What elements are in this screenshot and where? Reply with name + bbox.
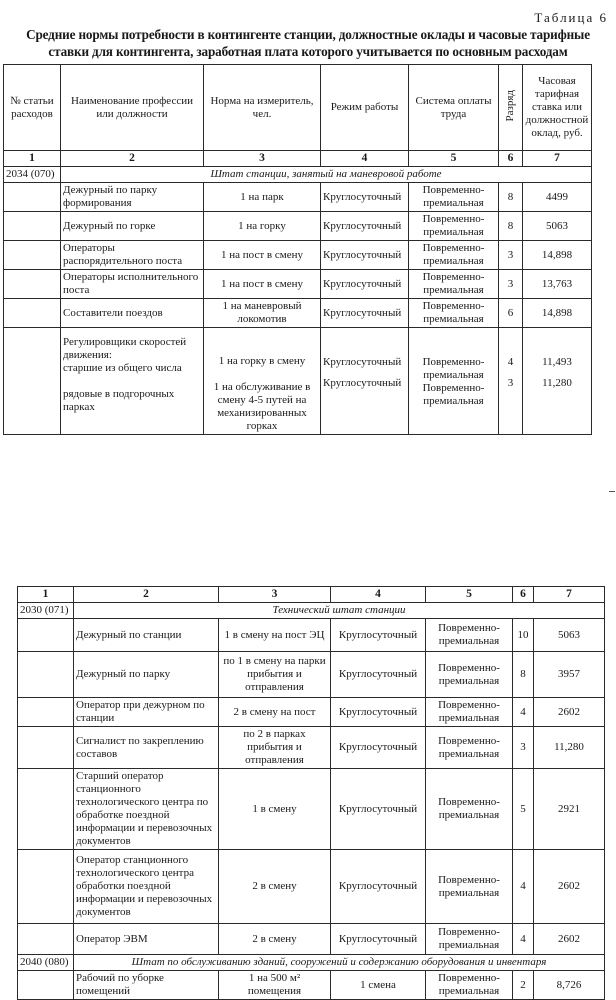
column-number: 3 bbox=[204, 151, 321, 167]
table-row bbox=[18, 652, 605, 698]
article-cell bbox=[4, 212, 61, 241]
section-title: Штат станции, занятый на маневровой работе bbox=[61, 167, 592, 183]
pay-cell: Повременно-премиальная bbox=[409, 299, 499, 328]
mode-cell: Круглосуточный bbox=[331, 698, 426, 727]
norm-cell: 1 в смену bbox=[219, 769, 331, 850]
rate-cell bbox=[523, 328, 592, 435]
mode-cell: Круглосуточный bbox=[321, 270, 409, 299]
section-code: 2030 (071) bbox=[18, 603, 74, 619]
profession-cell: Оператор станционного технологического центра обработки поездной информации и перевозочных документов bbox=[74, 850, 219, 924]
mode-cell bbox=[321, 328, 409, 435]
grade-regular: 3 bbox=[507, 377, 514, 389]
margin-mark bbox=[609, 491, 615, 492]
rate-regular: 11,280 bbox=[542, 377, 572, 389]
profession-cell: Составители поездов bbox=[61, 299, 204, 328]
header-norm: Норма на измеритель, чел. bbox=[204, 65, 321, 151]
rate-cell: 14,898 bbox=[523, 241, 592, 270]
profession-cell: Операторы распорядительного поста bbox=[61, 241, 204, 270]
pay-cell: Повременно-премиальная bbox=[409, 212, 499, 241]
norm-cell: 2 в смену bbox=[219, 850, 331, 924]
title-line-2: ставки для контингента, заработная плата которого учитывается по основным расходам bbox=[48, 44, 568, 59]
table-row bbox=[18, 619, 605, 652]
profession-cell: Старший оператор станционного технологического центра по обработке поездной информации и перевозочных документов bbox=[74, 769, 219, 850]
article-cell bbox=[18, 850, 74, 924]
rate-cell: 2602 bbox=[534, 698, 605, 727]
grade-cell: 8 bbox=[499, 212, 523, 241]
grade-cell: 2 bbox=[513, 971, 534, 1000]
norm-cell bbox=[204, 328, 321, 435]
column-number: 2 bbox=[74, 587, 219, 603]
profession-cell bbox=[61, 328, 204, 435]
article-cell bbox=[18, 924, 74, 955]
profession-cell: Рабочий по уборке помещений bbox=[74, 971, 219, 1000]
norm-cell: по 2 в парках прибытия и отправления bbox=[219, 727, 331, 769]
header-rate: Часовая тарифная ставка или должностной оклад, руб. bbox=[523, 65, 592, 151]
mode-cell: Круглосуточный bbox=[331, 652, 426, 698]
mode-cell: Круглосуточный bbox=[321, 183, 409, 212]
mode-cell: Круглосуточный bbox=[321, 299, 409, 328]
pay-regular: Повременно-премиальная bbox=[422, 382, 485, 407]
profession-cell: Сигналист по закреплению составов bbox=[74, 727, 219, 769]
norm-cell: 1 на пост в смену bbox=[204, 270, 321, 299]
pay-cell: Повременно-премиальная bbox=[426, 769, 513, 850]
grade-cell: 3 bbox=[499, 241, 523, 270]
norm-cell: 1 на маневровый локомотив bbox=[204, 299, 321, 328]
pay-cell: Повременно-премиальная bbox=[426, 971, 513, 1000]
grade-cell: 4 bbox=[513, 698, 534, 727]
mode-cell: Круглосуточный bbox=[331, 850, 426, 924]
column-number: 6 bbox=[513, 587, 534, 603]
table-row bbox=[18, 698, 605, 727]
norm-cell: 2 в смену на пост bbox=[219, 698, 331, 727]
document-title bbox=[0, 26, 616, 60]
grade-cell: 4 bbox=[513, 924, 534, 955]
staffing-table-part-2 bbox=[17, 586, 605, 1000]
profession-cell: Дежурный по станции bbox=[74, 619, 219, 652]
rate-cell: 5063 bbox=[523, 212, 592, 241]
mode-cell: Круглосуточный bbox=[321, 212, 409, 241]
norm-cell: 1 в смену на пост ЭЦ bbox=[219, 619, 331, 652]
header-profession: Наименование профессии или должности bbox=[61, 65, 204, 151]
section-code: 2040 (080) bbox=[18, 955, 74, 971]
grade-cell: 4 bbox=[513, 850, 534, 924]
staffing-table-part-1 bbox=[3, 64, 592, 435]
grade-cell: 8 bbox=[499, 183, 523, 212]
rate-cell: 2602 bbox=[534, 924, 605, 955]
pay-cell: Повременно-премиальная bbox=[409, 241, 499, 270]
table-number-label: Таблица 6 bbox=[534, 10, 608, 25]
pay-cell: Повременно-премиальная bbox=[409, 183, 499, 212]
article-cell bbox=[4, 299, 61, 328]
column-number: 4 bbox=[321, 151, 409, 167]
mode-cell: Круглосуточный bbox=[331, 924, 426, 955]
article-cell bbox=[18, 698, 74, 727]
section-title: Технический штат станции bbox=[74, 603, 605, 619]
header-grade-text: Разряд bbox=[504, 89, 516, 122]
norm-cell: по 1 в смену на парки прибытия и отправления bbox=[219, 652, 331, 698]
rate-cell: 13,763 bbox=[523, 270, 592, 299]
pay-cell: Повременно-премиальная bbox=[426, 924, 513, 955]
mode-cell: Круглосуточный bbox=[331, 619, 426, 652]
pay-cell bbox=[409, 328, 499, 435]
pay-cell: Повременно-премиальная bbox=[426, 727, 513, 769]
pay-cell: Повременно-премиальная bbox=[426, 652, 513, 698]
column-number-row bbox=[4, 151, 592, 167]
rate-cell: 8,726 bbox=[534, 971, 605, 1000]
section-row bbox=[18, 603, 605, 619]
column-number: 7 bbox=[534, 587, 605, 603]
regulators-title: Регулировщики скоростей движения: bbox=[63, 335, 187, 361]
profession-cell: Дежурный по парку формирования bbox=[61, 183, 204, 212]
article-cell bbox=[18, 652, 74, 698]
profession-cell: Операторы исполнительного поста bbox=[61, 270, 204, 299]
mode-cell: Круглосуточный bbox=[321, 241, 409, 270]
table-row bbox=[18, 727, 605, 769]
grade-cell: 6 bbox=[499, 299, 523, 328]
norm-cell: 1 на пост в смену bbox=[204, 241, 321, 270]
column-number: 3 bbox=[219, 587, 331, 603]
rate-cell: 14,898 bbox=[523, 299, 592, 328]
mode-regular: Круглосуточный bbox=[323, 377, 402, 389]
mode-cell: Круглосуточный bbox=[331, 769, 426, 850]
norm-regular: 1 на обслуживание в смену 4-5 путей на механизированных горках bbox=[213, 381, 311, 432]
table-row bbox=[18, 971, 605, 1000]
table-row bbox=[4, 183, 592, 212]
table-row bbox=[4, 241, 592, 270]
column-number-row bbox=[18, 587, 605, 603]
column-number: 2 bbox=[61, 151, 204, 167]
rate-cell: 4499 bbox=[523, 183, 592, 212]
title-line-1: Средние нормы потребности в контингенте станции, должностные оклады и часовые тарифные bbox=[26, 27, 590, 42]
norm-cell: 2 в смену bbox=[219, 924, 331, 955]
regulators-regular: рядовые в подгорочных парках bbox=[63, 387, 175, 413]
grade-cell: 5 bbox=[513, 769, 534, 850]
header-work-mode: Режим работы bbox=[321, 65, 409, 151]
mode-cell: Круглосуточный bbox=[331, 727, 426, 769]
profession-cell: Оператор при дежурном по станции bbox=[74, 698, 219, 727]
table-row bbox=[4, 270, 592, 299]
grade-senior: 4 bbox=[507, 356, 514, 368]
norm-senior: 1 на горку в смену bbox=[218, 355, 306, 367]
column-number: 1 bbox=[18, 587, 74, 603]
pay-cell: Повременно-премиальная bbox=[426, 850, 513, 924]
column-number: 5 bbox=[426, 587, 513, 603]
section-row bbox=[18, 955, 605, 971]
grade-cell: 8 bbox=[513, 652, 534, 698]
rate-cell: 3957 bbox=[534, 652, 605, 698]
table-row-regulators bbox=[4, 328, 592, 435]
rate-senior: 11,493 bbox=[542, 356, 572, 368]
article-cell bbox=[4, 270, 61, 299]
grade-cell bbox=[499, 328, 523, 435]
header-pay-system: Система оплаты труда bbox=[409, 65, 499, 151]
mode-cell: 1 смена bbox=[331, 971, 426, 1000]
grade-cell: 3 bbox=[499, 270, 523, 299]
header-row bbox=[4, 65, 592, 151]
article-cell bbox=[18, 971, 74, 1000]
article-cell bbox=[18, 619, 74, 652]
section-code: 2034 (070) bbox=[4, 167, 61, 183]
section-title: Штат по обслуживанию зданий, сооружений и содержанию оборудования и инвентаря bbox=[74, 955, 605, 971]
regulators-senior: старшие из общего числа bbox=[63, 361, 182, 374]
profession-cell: Оператор ЭВМ bbox=[74, 924, 219, 955]
grade-cell: 3 bbox=[513, 727, 534, 769]
article-cell bbox=[4, 241, 61, 270]
pay-senior: Повременно-премиальная bbox=[422, 356, 485, 381]
table-row bbox=[4, 299, 592, 328]
rate-cell: 5063 bbox=[534, 619, 605, 652]
article-cell bbox=[18, 727, 74, 769]
table-row bbox=[18, 924, 605, 955]
mode-senior: Круглосуточный bbox=[323, 356, 402, 368]
norm-cell: 1 на горку bbox=[204, 212, 321, 241]
column-number: 4 bbox=[331, 587, 426, 603]
norm-cell: 1 на парк bbox=[204, 183, 321, 212]
rate-cell: 2921 bbox=[534, 769, 605, 850]
profession-cell: Дежурный по парку bbox=[74, 652, 219, 698]
grade-cell: 10 bbox=[513, 619, 534, 652]
column-number: 7 bbox=[523, 151, 592, 167]
header-grade bbox=[499, 65, 523, 151]
pay-cell: Повременно-премиальная bbox=[409, 270, 499, 299]
profession-cell: Дежурный по горке bbox=[61, 212, 204, 241]
rate-cell: 11,280 bbox=[534, 727, 605, 769]
table-row bbox=[18, 850, 605, 924]
article-cell bbox=[4, 183, 61, 212]
table-row bbox=[4, 212, 592, 241]
table-row bbox=[18, 769, 605, 850]
rate-cell: 2602 bbox=[534, 850, 605, 924]
header-article-number: № статьи расходов bbox=[4, 65, 61, 151]
article-cell bbox=[4, 328, 61, 435]
column-number: 1 bbox=[4, 151, 61, 167]
article-cell bbox=[18, 769, 74, 850]
section-row bbox=[4, 167, 592, 183]
column-number: 6 bbox=[499, 151, 523, 167]
norm-cell: 1 на 500 м² помещения bbox=[219, 971, 331, 1000]
pay-cell: Повременно-премиальная bbox=[426, 619, 513, 652]
pay-cell: Повременно-премиальная bbox=[426, 698, 513, 727]
column-number: 5 bbox=[409, 151, 499, 167]
